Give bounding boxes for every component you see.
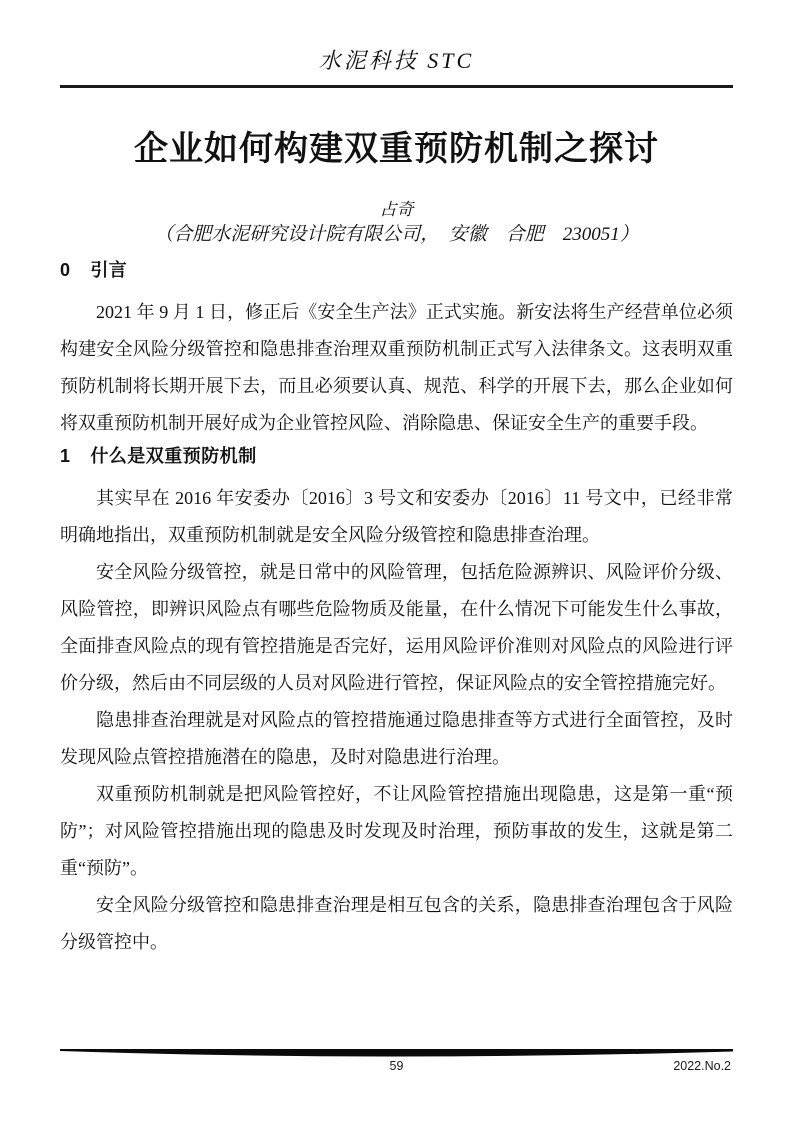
paragraph: 2021 年 9 月 1 日，修正后《安全生产法》正式实施。新安法将生产经营单位必须构建安全风险分级管控和隐患排查治理双重预防机制正式写入法律条文。这表明双重预防机制将长期开展下去，而且必须要认真、规范、科学的开展下去，那么企业如何将双重预防机制开展好成为企业管控风险、消除隐患、保证安全生产的重要手段。 <box>60 302 733 433</box>
section-what-is-dual-prevention <box>60 442 733 961</box>
section-number: 0 <box>60 260 71 280</box>
issue-number: 2022.No.2 <box>673 1059 731 1073</box>
header-divider <box>60 85 733 88</box>
footer-rule <box>60 1048 733 1058</box>
paragraph: 其实早在 2016 年安委办〔2016〕3 号文和安委办〔2016〕11 号文中，已经非常明确地指出，双重预防机制就是安全风险分级管控和隐患排查治理。 <box>60 488 733 545</box>
footer-meta <box>60 1059 733 1077</box>
section-number: 1 <box>60 446 71 466</box>
paragraph: 安全风险分级管控，就是日常中的风险管理，包括危险源辨识、风险评价分级、风险管控，即辨识风险点有哪些危险物质及能量，在什么情况下可能发生什么事故，全面排查风险点的现有管控措施是否完好，运用风险评价准则对风险点的风险进行评价分级，然后由不同层级的人员对风险进行管控，保证风险点的安全管控措施完好。 <box>60 562 733 693</box>
journal-name: 水泥科技 STC <box>318 48 475 73</box>
paragraph: 安全风险分级管控和隐患排查治理是相互包含的关系，隐患排查治理包含于风险分级管控中。 <box>60 895 733 952</box>
section-title: 引言 <box>90 260 128 280</box>
page-header <box>60 46 733 88</box>
article-author: 占奇 <box>379 200 414 219</box>
paragraph: 双重预防机制就是把风险管控好，不让风险管控措施出现隐患，这是第一重“预防”；对风险管控措施出现的隐患及时发现及时治理，预防事故的发生，这就是第二重“预防”。 <box>60 784 733 878</box>
section-title: 什么是双重预防机制 <box>90 446 257 466</box>
paragraph: 隐患排查治理就是对风险点的管控措施通过隐患排查等方式进行全面管控，及时发现风险点管控措施潜在的隐患，及时对隐患进行治理。 <box>60 710 733 767</box>
section-introduction <box>60 256 733 442</box>
section-heading <box>60 442 733 470</box>
article-title: 企业如何构建双重预防机制之探讨 <box>134 130 659 168</box>
page-footer <box>60 1048 733 1077</box>
page-number: 59 <box>389 1059 404 1073</box>
section-heading <box>60 256 733 284</box>
article-affiliation: （合肥水泥研究设计院有限公司， 安徽 合肥 230051） <box>154 224 639 245</box>
